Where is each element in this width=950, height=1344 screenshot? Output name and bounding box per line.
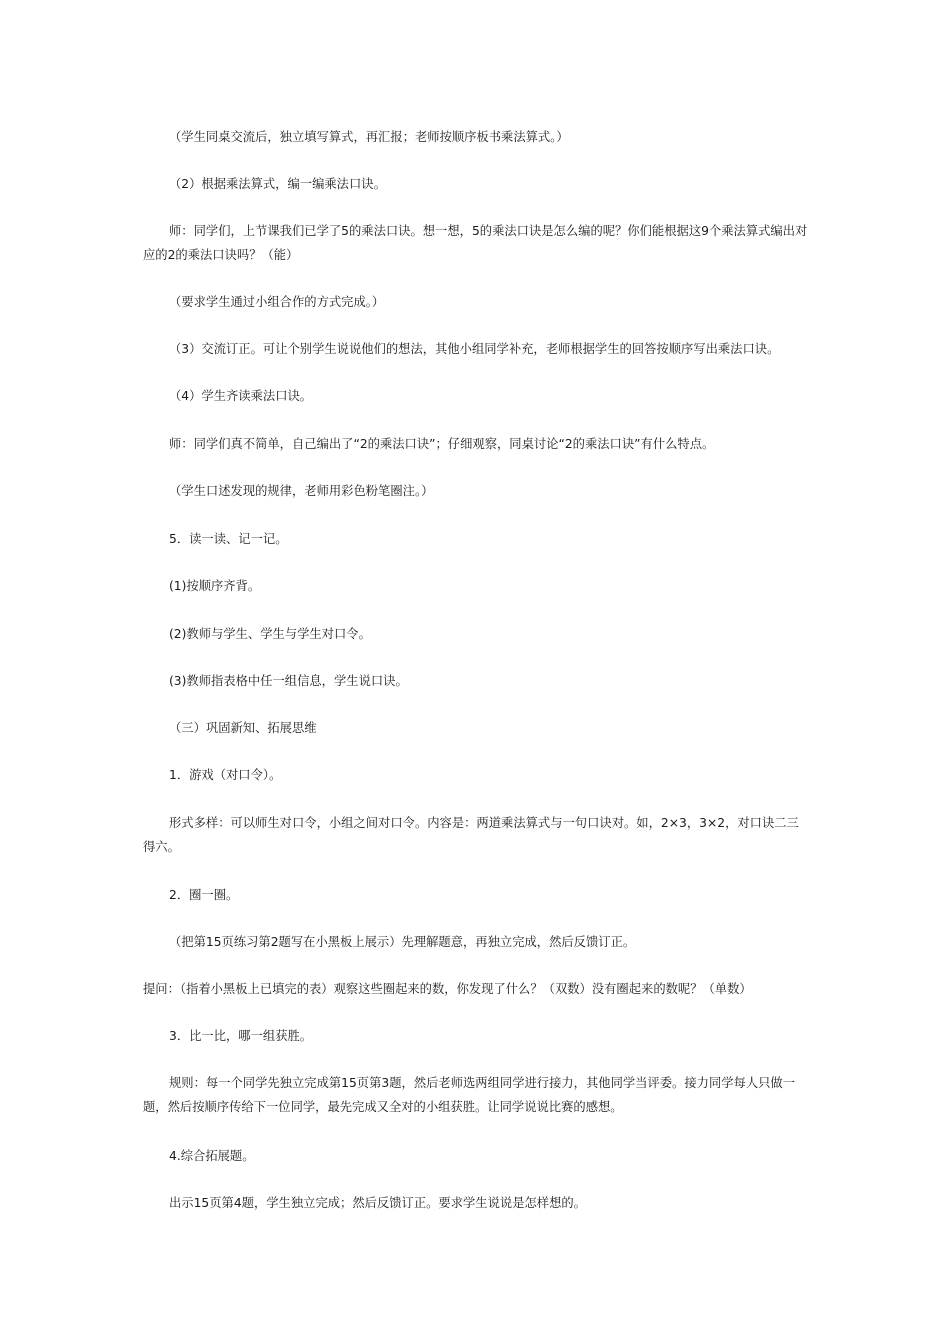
paragraph-sub-1: (1)按顺序齐背。 <box>169 579 261 593</box>
paragraph-heading-consolidate: （三）巩固新知、拓展思维 <box>169 721 317 735</box>
paragraph-teacher-praise: 师：同学们真不简单，自己编出了“2的乘法口诀”；仔细观察，同桌讨论“2的乘法口诀”有什么特点。 <box>169 437 715 451</box>
paragraph-question: 提问：（指着小黑板上已填完的表）观察这些圈起来的数，你发现了什么？（双数）没有圈起来的数呢？（单数） <box>143 982 752 996</box>
paragraph-student-rule: （学生口述发现的规律，老师用彩色粉笔圈注。） <box>169 484 434 498</box>
paragraph-rules: 规则：每一个同学先独立完成第15页第3题，然后老师选两组同学进行接力，其他同学当评委。接力同学每人只做一题，然后按顺序传给下一位同学，最先完成又全对的小组获胜。让同学说说比赛的感想。 <box>143 1076 796 1114</box>
paragraph-step-4: （4）学生齐读乘法口诀。 <box>169 389 313 403</box>
paragraph-game-form: 形式多样：可以师生对口令，小组之间对口令。内容是：两道乘法算式与一句口诀对。如，2×3，3×2，对口诀二三得六。 <box>143 816 799 854</box>
paragraph-compare: 3．比一比，哪一组获胜。 <box>169 1029 313 1043</box>
paragraph-circle: 2．圈一圈。 <box>169 888 239 902</box>
paragraph-step-3: （3）交流订正。可让个别学生说说他们的想法，其他小组同学补充，老师根据学生的回答按顺序写出乘法口诀。 <box>169 342 780 356</box>
paragraph-circle-task: （把第15页练习第2题写在小黑板上展示）先理解题意，再独立完成，然后反馈订正。 <box>169 935 636 949</box>
paragraph-section-5: 5．读一读、记一记。 <box>169 532 288 546</box>
paragraph-sub-3: (3)教师指表格中任一组信息，学生说口诀。 <box>169 674 408 688</box>
paragraph-game: 1．游戏（对口令）。 <box>169 768 282 782</box>
paragraph-group-work: （要求学生通过小组合作的方式完成。） <box>169 295 385 309</box>
paragraph-teacher-question: 师：同学们，上节课我们已学了5的乘法口诀。想一想，5的乘法口诀是怎么编的呢？你们能根据这9个乘法算式编出对应的2的乘法口诀吗？（能） <box>143 224 808 262</box>
paragraph-extension: 4.综合拓展题。 <box>169 1149 255 1163</box>
paragraph-show-page: 出示15页第4题，学生独立完成；然后反馈订正。要求学生说说是怎样想的。 <box>169 1196 586 1210</box>
paragraph-step-2: （2）根据乘法算式，编一编乘法口诀。 <box>169 177 386 191</box>
paragraph-sub-2: (2)教师与学生、学生与学生对口令。 <box>169 627 371 641</box>
paragraph-student-exchange: （学生同桌交流后，独立填写算式，再汇报；老师按顺序板书乘法算式。） <box>169 130 569 144</box>
